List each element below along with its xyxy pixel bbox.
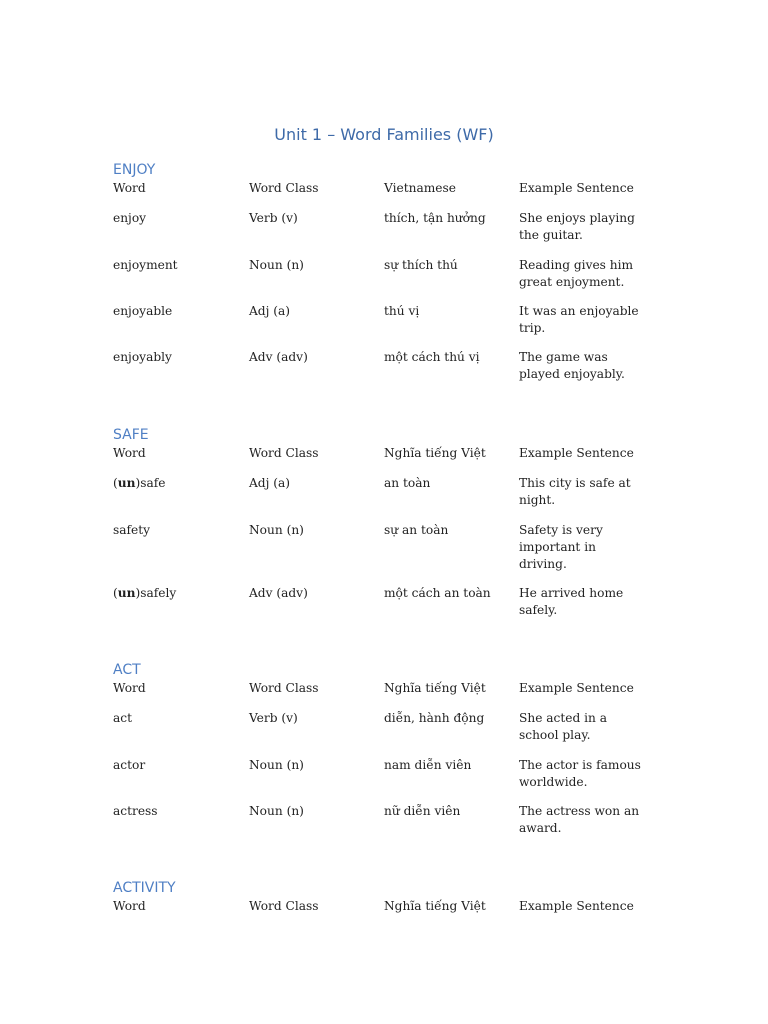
word-text: actress bbox=[113, 804, 158, 818]
column-header-word-class: Word Class bbox=[249, 899, 319, 913]
table-row bbox=[113, 803, 673, 849]
word-text: safely bbox=[140, 586, 177, 600]
word-class-cell: Noun (n) bbox=[249, 258, 304, 272]
word-class-cell: Adj (a) bbox=[249, 476, 291, 490]
example-sentence-cell: It was an enjoyable trip. bbox=[519, 304, 639, 335]
example-sentence-cell: The actor is famous worldwide. bbox=[519, 758, 641, 789]
column-header-word: Word bbox=[113, 681, 146, 695]
word-text: enjoyably bbox=[113, 350, 172, 364]
meaning-cell: thú vị bbox=[384, 304, 420, 318]
word-class-cell: Adv (adv) bbox=[249, 350, 308, 364]
word-family-section bbox=[113, 660, 673, 849]
column-header-example: Example Sentence bbox=[519, 181, 634, 195]
meaning-cell: một cách an toàn bbox=[384, 586, 491, 600]
meaning-cell: sự thích thú bbox=[384, 258, 458, 272]
table-row bbox=[113, 757, 673, 803]
section-heading: ACT bbox=[113, 662, 141, 678]
word-text: act bbox=[113, 711, 132, 725]
word-text: safety bbox=[113, 523, 151, 537]
table-header-row bbox=[113, 898, 673, 928]
word-text: enjoyment bbox=[113, 258, 178, 272]
word-family-section bbox=[113, 160, 673, 395]
table-row bbox=[113, 210, 673, 257]
column-header-word-class: Word Class bbox=[249, 181, 319, 195]
column-header-example: Example Sentence bbox=[519, 446, 634, 460]
word-cell bbox=[113, 210, 243, 227]
word-cell bbox=[113, 803, 243, 820]
example-sentence-cell: This city is safe at night. bbox=[519, 476, 631, 507]
word-class-cell: Verb (v) bbox=[249, 711, 298, 725]
table-row bbox=[113, 522, 673, 585]
meaning-cell: an toàn bbox=[384, 476, 431, 490]
word-text: enjoyable bbox=[113, 304, 173, 318]
meaning-cell: diễn, hành động bbox=[384, 711, 485, 725]
example-sentence-cell: Safety is very important in driving. bbox=[519, 523, 603, 571]
word-cell bbox=[113, 757, 243, 774]
word-class-cell: Noun (n) bbox=[249, 523, 304, 537]
word-cell bbox=[113, 303, 243, 320]
table-row bbox=[113, 475, 673, 522]
section-heading: ENJOY bbox=[113, 162, 156, 178]
meaning-cell: thích, tận hưởng bbox=[384, 211, 486, 225]
column-header-word-class: Word Class bbox=[249, 446, 319, 460]
column-header-word: Word bbox=[113, 446, 146, 460]
word-cell bbox=[113, 710, 243, 727]
column-header-meaning: Nghĩa tiếng Việt bbox=[384, 681, 486, 695]
word-text: enjoy bbox=[113, 211, 147, 225]
column-header-word: Word bbox=[113, 899, 146, 913]
word-class-cell: Noun (n) bbox=[249, 804, 304, 818]
example-sentence-cell: The game was played enjoyably. bbox=[519, 350, 625, 381]
word-cell bbox=[113, 257, 243, 274]
word-prefix: un bbox=[117, 586, 136, 600]
table-row bbox=[113, 710, 673, 757]
word-cell bbox=[113, 522, 243, 539]
word-class-cell: Noun (n) bbox=[249, 758, 304, 772]
example-sentence-cell: The actress won an award. bbox=[519, 804, 640, 835]
meaning-cell: sự an toàn bbox=[384, 523, 449, 537]
table-header-row bbox=[113, 180, 673, 210]
meaning-cell: nữ diễn viên bbox=[384, 804, 461, 818]
column-header-example: Example Sentence bbox=[519, 899, 634, 913]
example-sentence-cell: She enjoys playing the guitar. bbox=[519, 211, 635, 242]
column-header-example: Example Sentence bbox=[519, 681, 634, 695]
page-title: Unit 1 – Word Families (WF) bbox=[274, 125, 494, 144]
meaning-cell: một cách thú vị bbox=[384, 350, 480, 364]
word-class-cell: Adv (adv) bbox=[249, 586, 308, 600]
example-sentence-cell: He arrived home safely. bbox=[519, 586, 624, 617]
column-header-meaning: Nghĩa tiếng Việt bbox=[384, 446, 486, 460]
word-prefix: un bbox=[117, 476, 136, 490]
word-class-cell: Adj (a) bbox=[249, 304, 291, 318]
column-header-word-class: Word Class bbox=[249, 681, 319, 695]
word-text: actor bbox=[113, 758, 146, 772]
word-class-cell: Verb (v) bbox=[249, 211, 298, 225]
word-cell: (un)safe bbox=[113, 476, 166, 490]
word-family-section bbox=[113, 425, 673, 631]
word-family-section bbox=[113, 878, 673, 928]
table-header-row bbox=[113, 445, 673, 475]
table-row bbox=[113, 303, 673, 349]
section-heading: ACTIVITY bbox=[113, 880, 176, 896]
meaning-cell: nam diễn viên bbox=[384, 758, 472, 772]
example-sentence-cell: She acted in a school play. bbox=[519, 711, 608, 742]
table-row bbox=[113, 585, 673, 631]
table-row bbox=[113, 257, 673, 303]
column-header-meaning: Nghĩa tiếng Việt bbox=[384, 899, 486, 913]
example-sentence-cell: Reading gives him great enjoyment. bbox=[519, 258, 634, 289]
column-header-meaning: Vietnamese bbox=[384, 181, 456, 195]
word-text: safe bbox=[140, 476, 166, 490]
table-header-row bbox=[113, 680, 673, 710]
section-heading: SAFE bbox=[113, 427, 149, 443]
word-cell bbox=[113, 349, 243, 366]
column-header-word: Word bbox=[113, 181, 146, 195]
table-row bbox=[113, 349, 673, 395]
word-cell: (un)safely bbox=[113, 586, 177, 600]
